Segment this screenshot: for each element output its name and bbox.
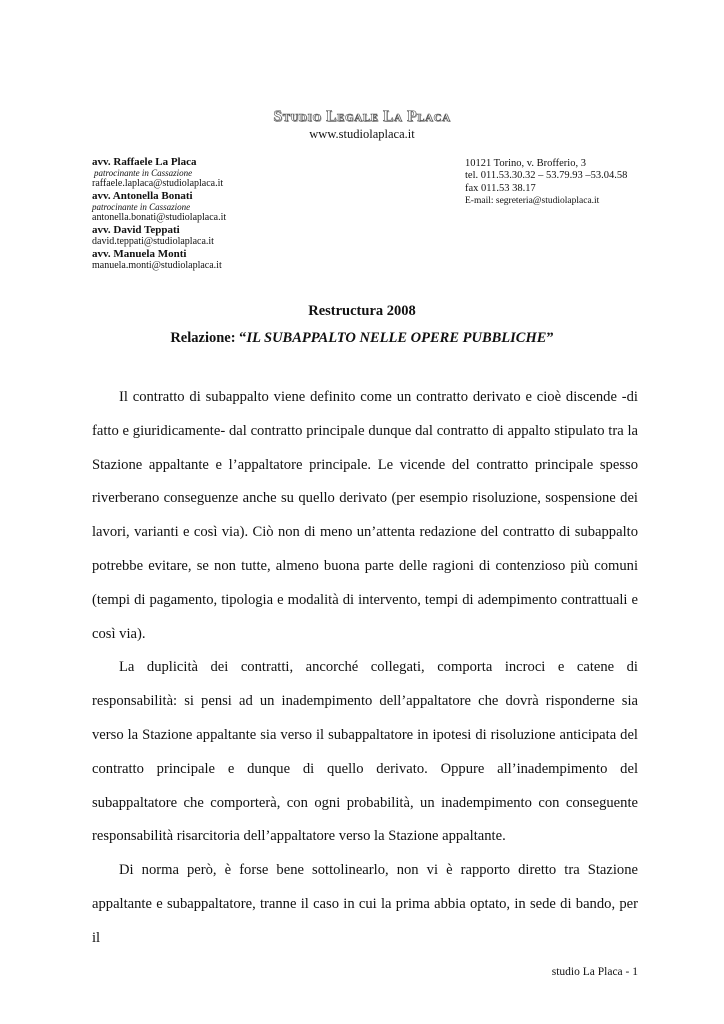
body-paragraph: La duplicità dei contratti, ancorché collegati, comporta incroci e catene di responsabilità: si pensi ad un inadempimento dell’appaltatore che dovrà risponderne sia verso la Stazione appaltante sia verso il subappaltatore in ipotesi di risoluzione anticipata del contratto principale e dunque di quello derivato. Oppure all’inadempimento del subappaltatore che comporterà, con ogni probabilità, un inadempimento con conseguente responsabilità risarcitoria dell’appaltatore verso la Stazione appaltante. (92, 659, 638, 845)
lawyer-title: patrocinante in Cassazione (92, 202, 191, 212)
document-title: Restructura 2008 (308, 303, 416, 319)
lawyer-email: david.teppati@studiolaplaca.it (92, 236, 214, 247)
lawyer-name: avv. David Teppati (92, 224, 180, 236)
lawyer-email: manuela.monti@studiolaplaca.it (92, 260, 222, 271)
lawyer-entry (92, 156, 392, 190)
firm-contacts (465, 158, 705, 207)
firm-address: 10121 Torino, v. Brofferio, 3 (465, 158, 586, 169)
lawyer-entry (92, 248, 392, 272)
lawyer-title: patrocinante in Cassazione (94, 168, 193, 178)
body-paragraph: Di norma però, è forse bene sottolinearlo, non vi è rapporto diretto tra Stazione appaltante e subappaltatore, tranne il caso in cui la prima abbia optato, in sede di bando, per il (92, 862, 638, 946)
document-subtitle (0, 330, 724, 347)
lawyer-email: raffaele.laplaca@studiolaplaca.it (92, 178, 224, 189)
lawyer-entry (92, 224, 392, 248)
firm-email: E-mail: segreteria@studiolaplaca.it (465, 195, 600, 206)
lawyers-list (92, 156, 392, 272)
lawyer-email: antonella.bonati@studiolaplaca.it (92, 212, 227, 223)
lawyer-name: avv. Manuela Monti (92, 248, 187, 260)
lawyer-name: avv. Antonella Bonati (92, 190, 193, 202)
firm-logo: Studio Legale La Placa (273, 108, 451, 125)
firm-fax: fax 011.53 38.17 (465, 182, 536, 194)
subtitle-italic: IL SUBAPPALTO NELLE OPERE PUBBLICHE (246, 330, 547, 346)
document-body (92, 381, 638, 956)
subtitle-suffix: ” (546, 330, 554, 346)
body-paragraph: Il contratto di subappalto viene definito come un contratto derivato e cioè discende -di fatto e giuridicamente- dal contratto principale dunque dal contratto di appalto stipulato tra la Stazione appaltante e l’appaltatore principale. Le vicende del contratto principale spesso riverberano conseguenze anche su quello derivato (per esempio risoluzione, sospensione dei lavori, varianti e così via). Ciò non di meno un’attenta redazione del contratto di subappalto potrebbe evitare, se non tutte, almeno buona parte delle ragioni di contenzioso più comuni (tempi di pagamento, tipologia e modalità di intervento, tempi di adempimento contrattuali e così via). (92, 389, 638, 642)
firm-website: www.studiolaplaca.it (309, 127, 415, 141)
page-footer: studio La Placa - 1 (551, 966, 638, 978)
lawyer-name: avv. Raffaele La Placa (92, 156, 197, 168)
firm-telephone: tel. 011.53.30.32 – 53.79.93 –53.04.58 (465, 170, 628, 182)
subtitle-prefix: Relazione: “ (170, 330, 247, 346)
lawyer-entry (92, 190, 392, 224)
